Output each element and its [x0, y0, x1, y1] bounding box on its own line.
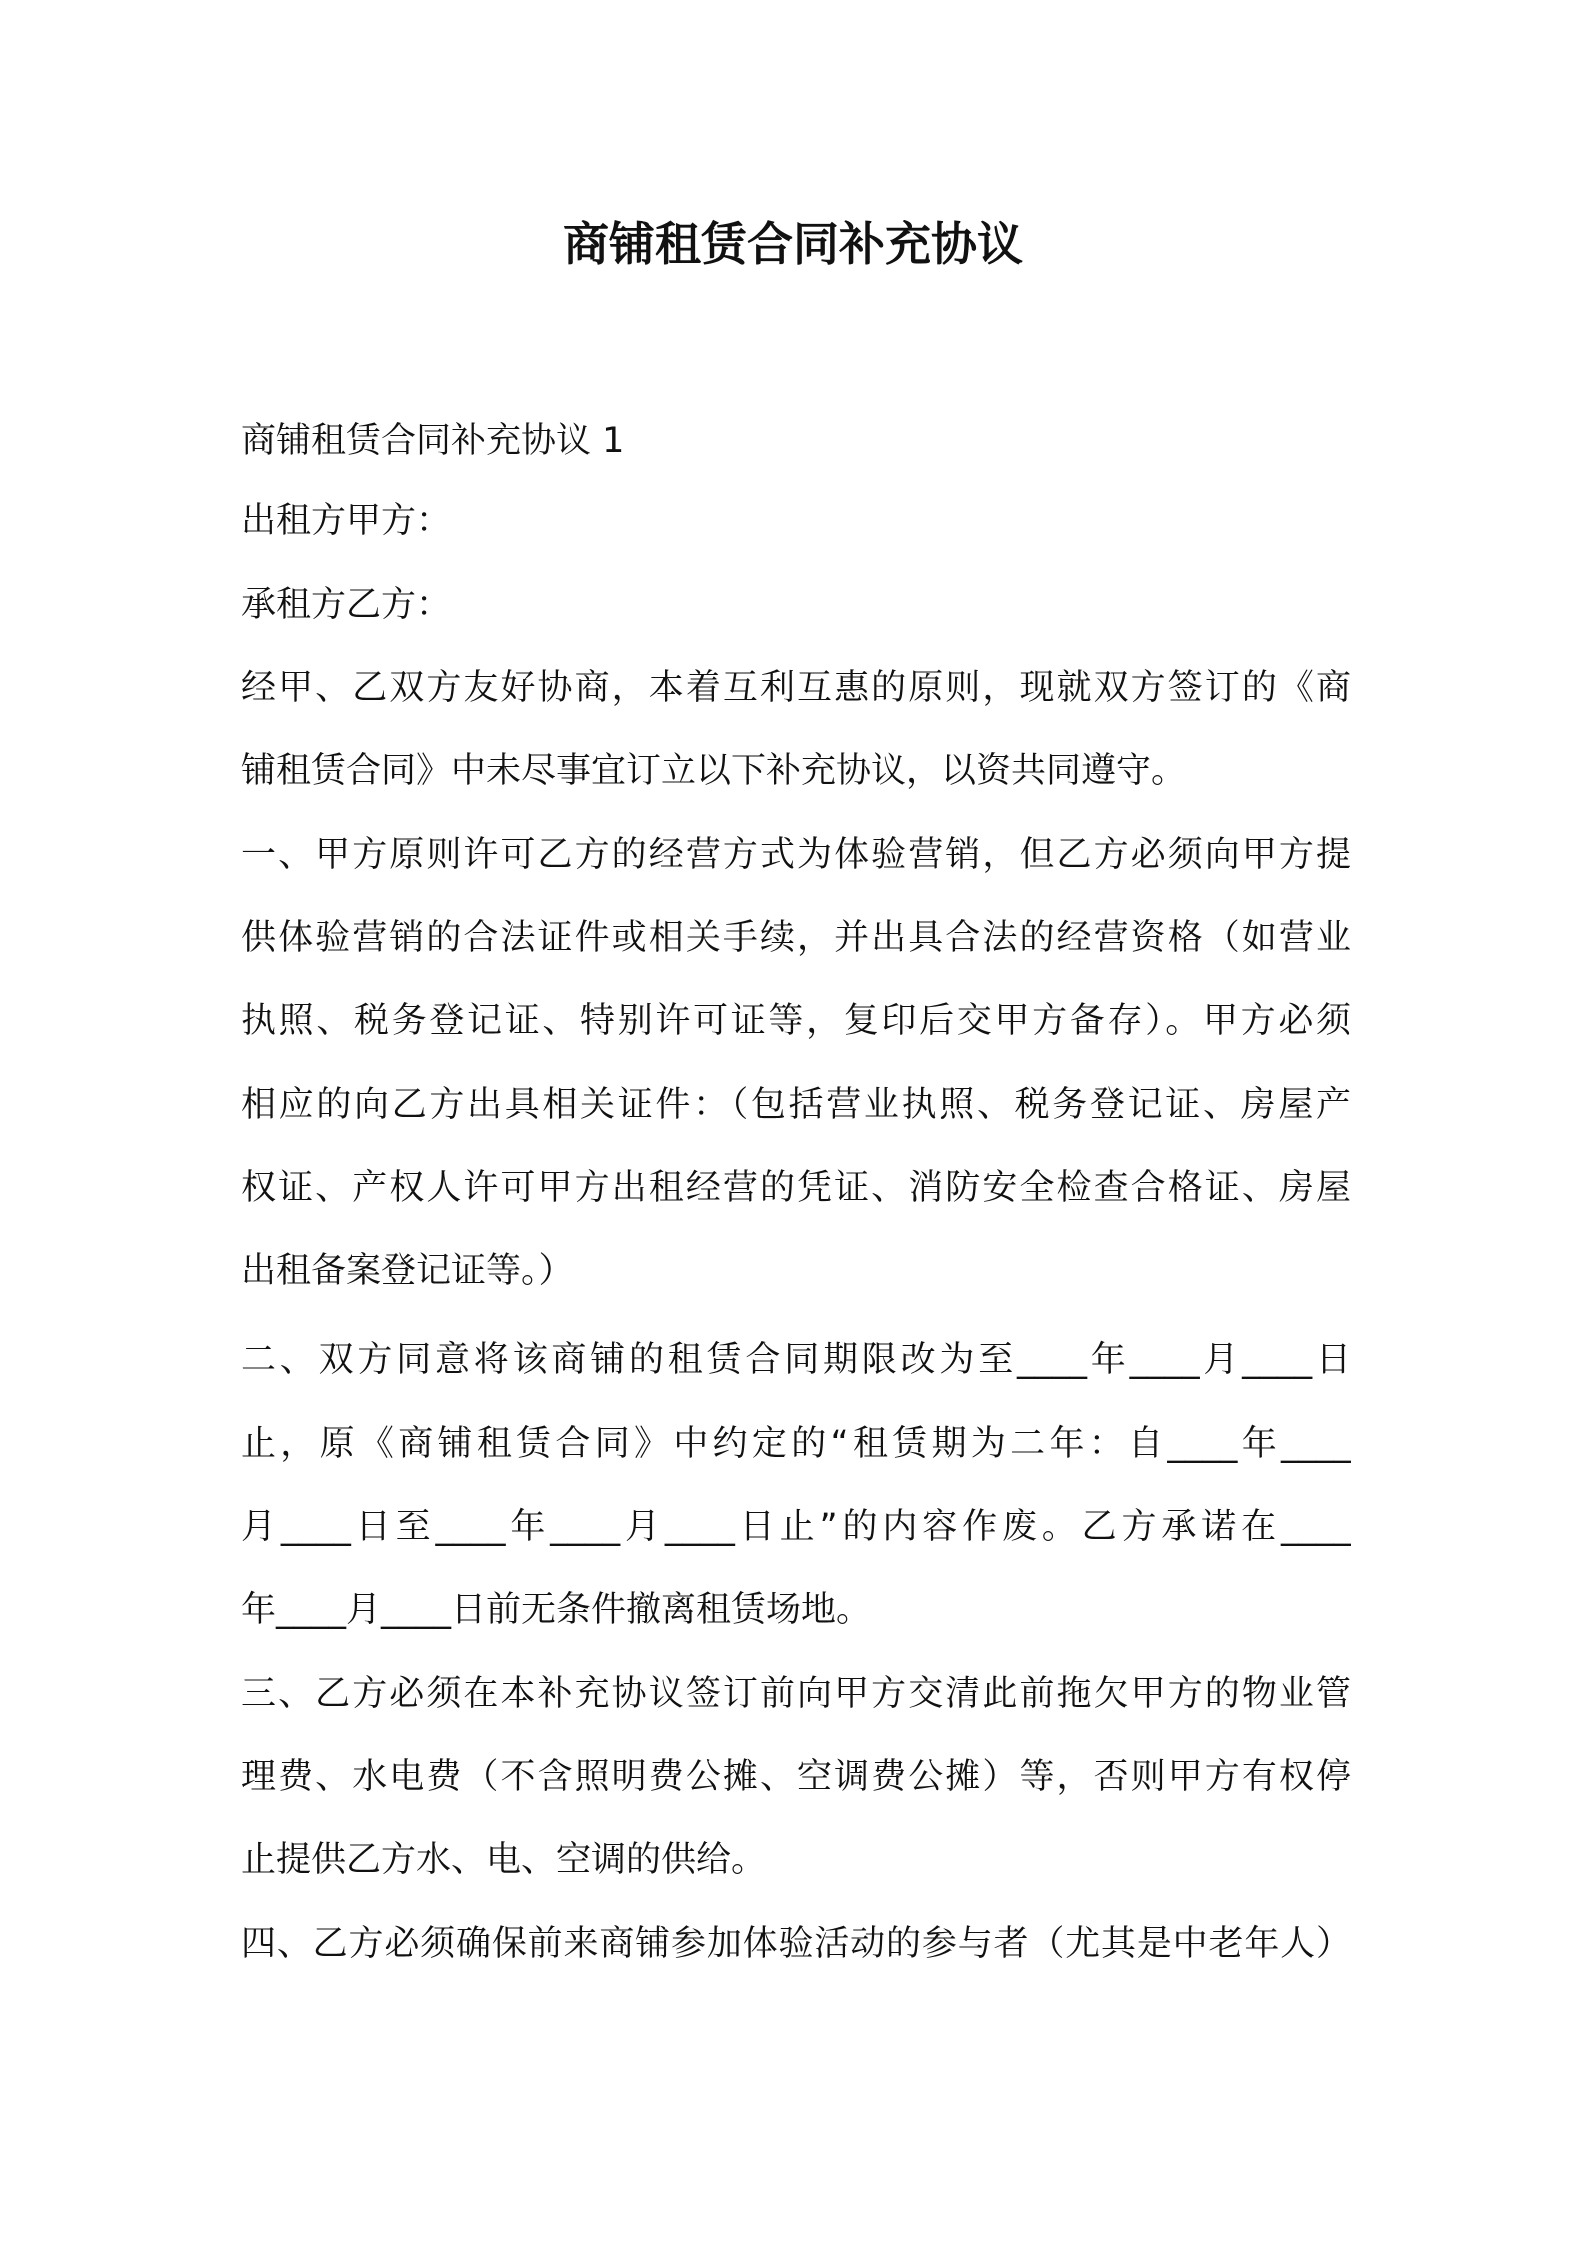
lessee-label: 承租方乙方： [241, 585, 452, 625]
clause-4-line: 四、乙方必须确保前来商铺参加体验活动的参与者（尤其是中老年人） [241, 1924, 1351, 1964]
preamble-line: 铺租赁合同》中未尽事宜订立以下补充协议，以资共同遵守。 [241, 751, 1187, 791]
clause-2-line: 年____月____日前无条件撤离租赁场地。 [241, 1590, 872, 1630]
lessor-label: 出租方甲方： [241, 501, 452, 541]
clause-1-line: 执照、税务登记证、特别许可证等，复印后交甲方备存）。甲方必须 [241, 1001, 1351, 1041]
clause-3-line: 止提供乙方水、电、空调的供给。 [241, 1840, 767, 1880]
document-title: 商铺租赁合同补充协议 [563, 217, 1023, 271]
clause-3-line: 三、乙方必须在本补充协议签订前向甲方交清此前拖欠甲方的物业管 [241, 1674, 1351, 1714]
clause-1-line: 权证、产权人许可甲方出租经营的凭证、消防安全检查合格证、房屋 [241, 1168, 1351, 1208]
preamble-line: 经甲、乙双方友好协商，本着互利互惠的原则，现就双方签订的《商 [241, 668, 1351, 708]
document-subtitle: 商铺租赁合同补充协议 1 [241, 421, 625, 461]
clause-1-line: 一、甲方原则许可乙方的经营方式为体验营销，但乙方必须向甲方提 [241, 835, 1351, 875]
clause-3-line: 理费、水电费（不含照明费公摊、空调费公摊）等，否则甲方有权停 [241, 1757, 1351, 1797]
clause-2-line: 二、双方同意将该商铺的租赁合同期限改为至____年____月____日 [241, 1340, 1351, 1380]
clause-1-line: 相应的向乙方出具相关证件：（包括营业执照、税务登记证、房屋产 [241, 1085, 1351, 1125]
clause-1-line: 出租备案登记证等。） [241, 1251, 574, 1291]
clause-1-line: 供体验营销的合法证件或相关手续，并出具合法的经营资格（如营业 [241, 918, 1351, 958]
clause-2-line: 止，原《商铺租赁合同》中约定的“租赁期为二年：自____年____ [241, 1424, 1351, 1464]
clause-2-line: 月____日至____年____月____日止”的内容作废。乙方承诺在____ [241, 1507, 1351, 1547]
